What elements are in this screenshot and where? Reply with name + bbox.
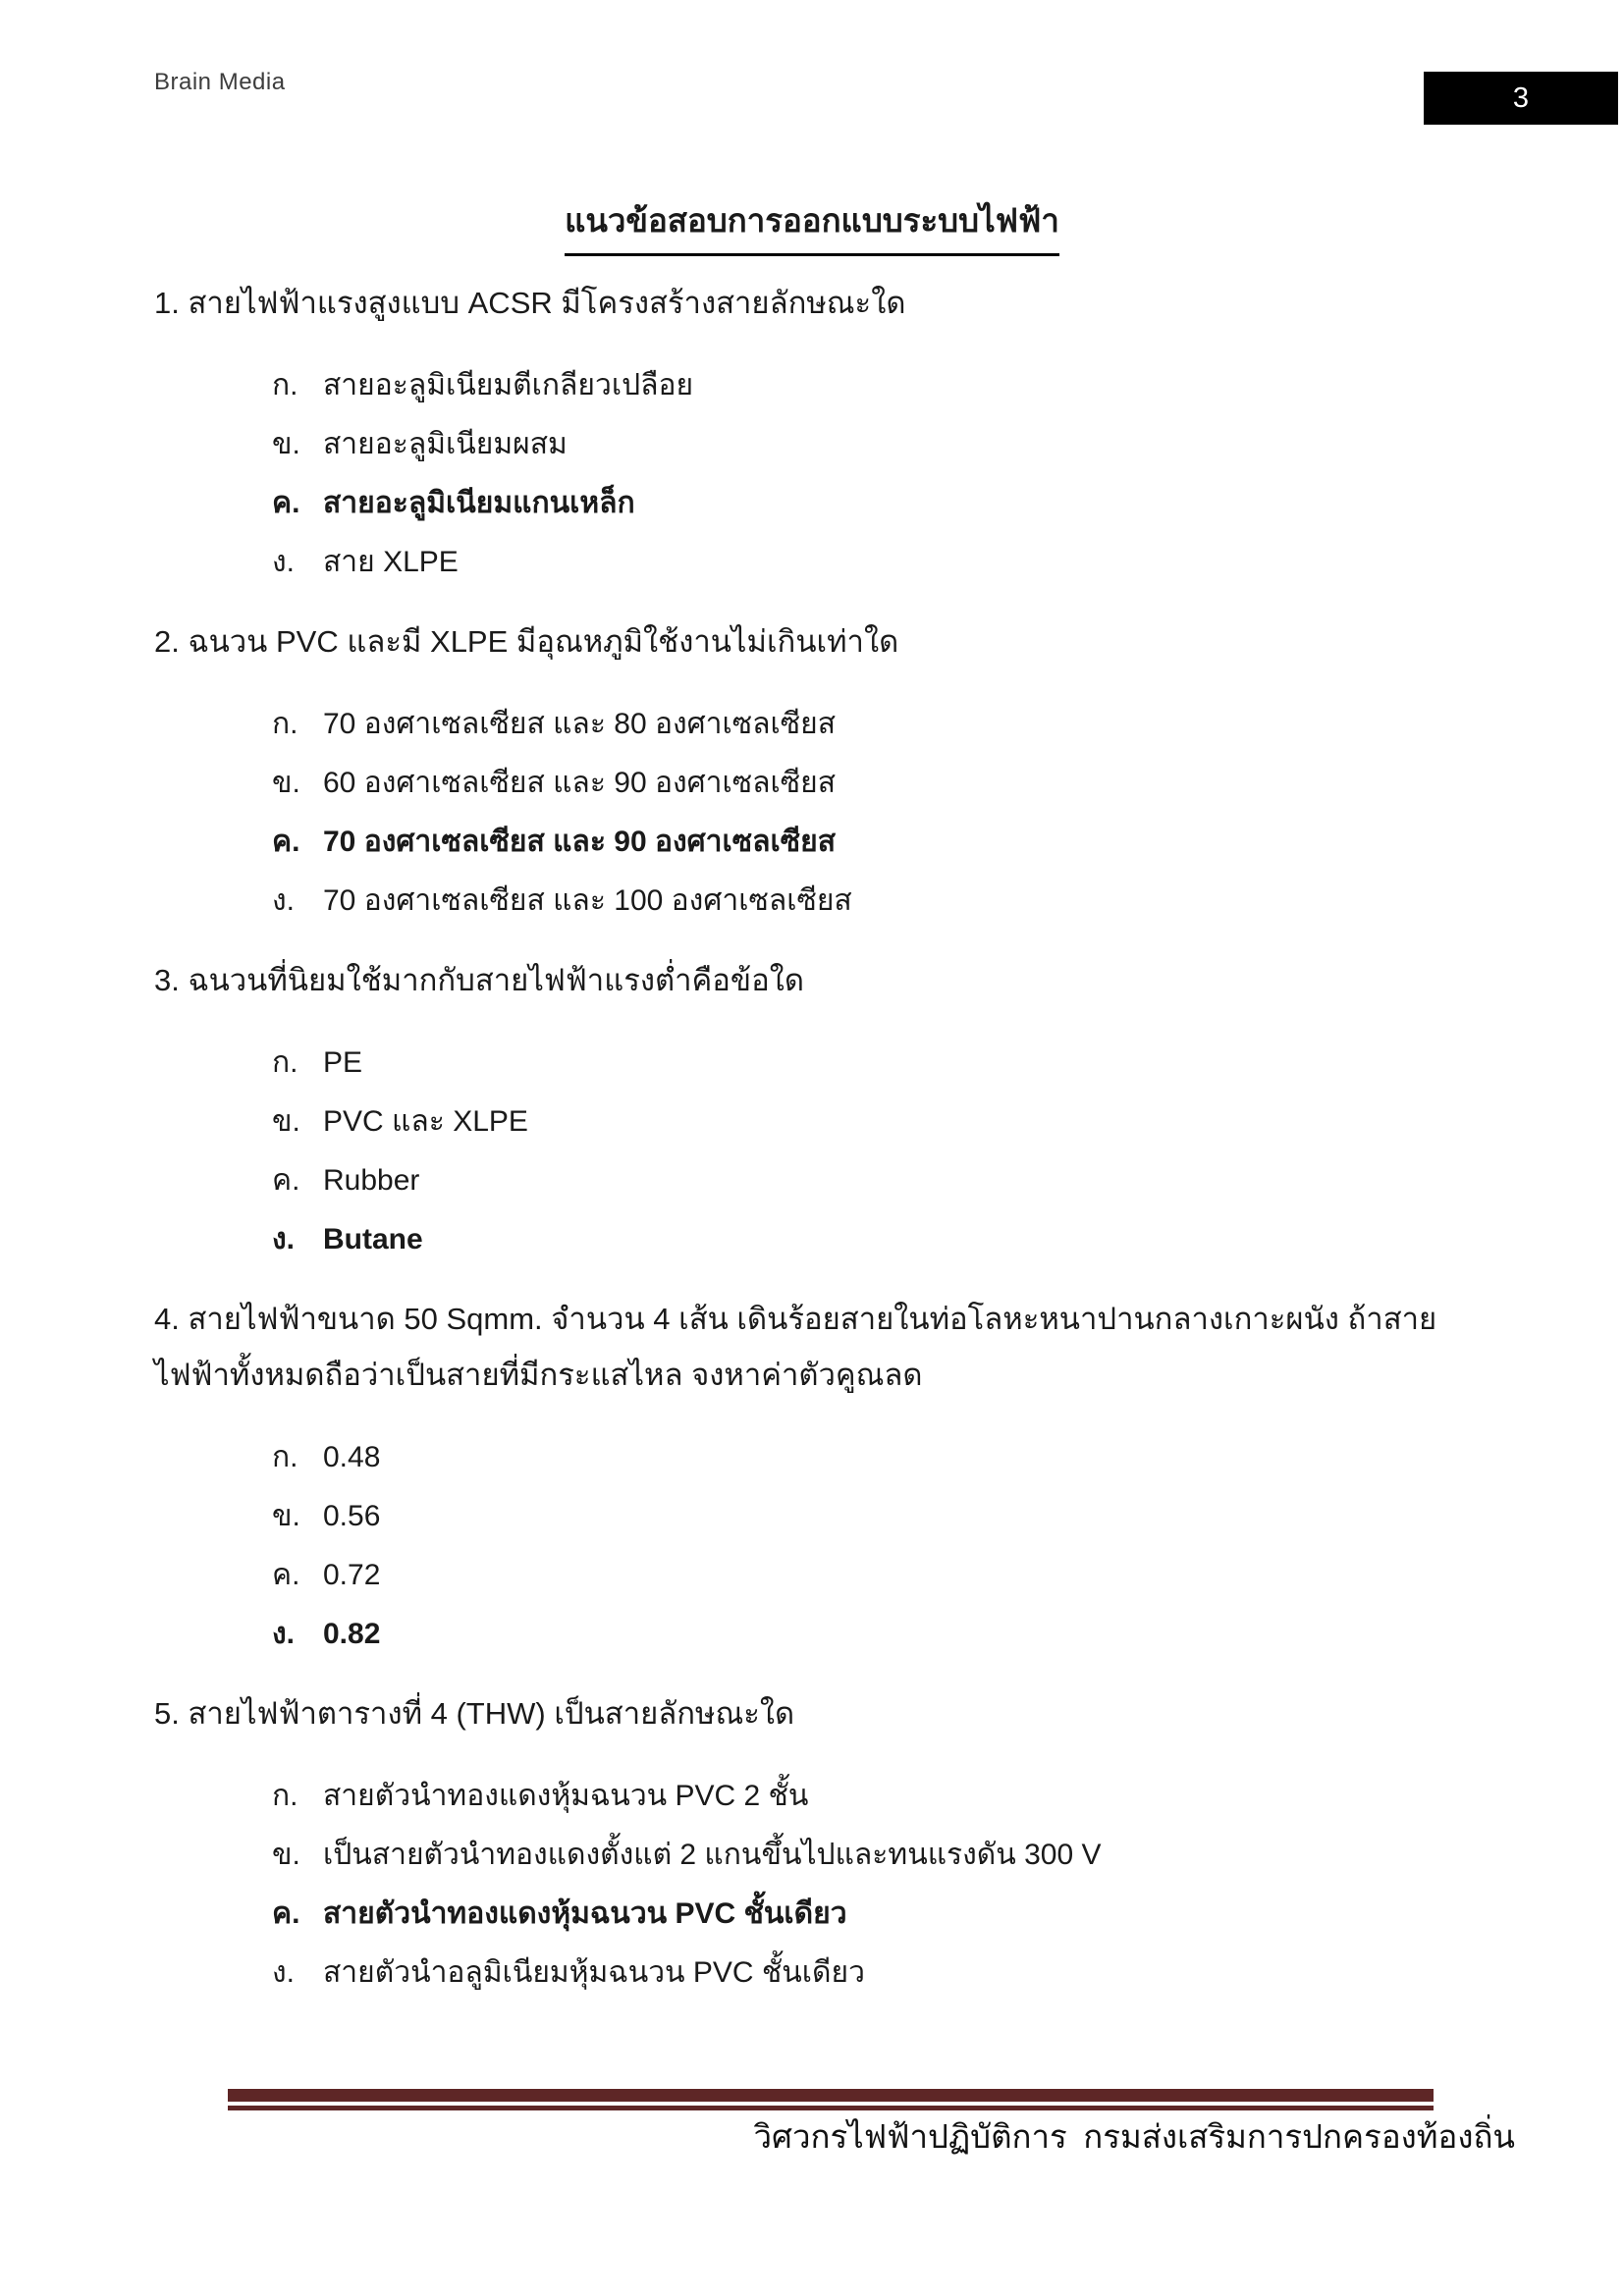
choice-text: Rubber <box>323 1164 420 1197</box>
question-text: 4. สายไฟฟ้าขนาด 50 Sqmm. จำนวน 4 เส้น เดินร้อยสายในท่อโลหะหนาปานกลางเกาะผนัง ถ้าสายไฟฟ้าทั้งหมดถือว่าเป็นสายที่มีกระแสไหล จงหาค่าตัวคูณลด <box>154 1302 1437 1392</box>
page-number: 3 <box>1512 81 1530 114</box>
choice-letter: ง. <box>272 1618 295 1650</box>
choice-text: สายตัวนำทองแดงหุ้มฉนวน PVC ชั้นเดียว <box>323 1897 847 1930</box>
question-text: 3. ฉนวนที่นิยมใช้มากกับสายไฟฟ้าแรงต่ำคือข้อใด <box>154 963 804 997</box>
choice-letter: ก. <box>272 708 298 740</box>
choice-text: 0.56 <box>323 1500 381 1532</box>
choice-letter: ก. <box>272 1780 298 1812</box>
footer-credit: วิศวกรไฟฟ้าปฏิบัติการ กรมส่งเสริมการปกครองท้องถิ่น <box>753 2120 1515 2156</box>
choice-text: สายอะลูมิเนียมผสม <box>323 428 568 460</box>
choice-letter: ง. <box>272 884 295 917</box>
questions <box>154 275 1480 2024</box>
choice-list <box>154 356 1480 592</box>
question-block <box>154 614 1480 931</box>
choice-text: สายอะลูมิเนียมแกนเหล็ก <box>323 487 635 519</box>
choice-row <box>154 1767 1480 1826</box>
choice-row <box>154 533 1480 592</box>
choice-letter: ก. <box>272 1046 298 1079</box>
choice-list <box>154 695 1480 931</box>
page-number-box <box>1424 72 1618 125</box>
choice-row <box>154 695 1480 754</box>
choice-row <box>154 1093 1480 1151</box>
choice-text: 0.48 <box>323 1441 381 1473</box>
choice-letter: ง. <box>272 1956 295 1989</box>
choice-text: 70 องศาเซลเซียส และ 90 องศาเซลเซียส <box>323 826 837 858</box>
choice-letter: ข. <box>272 1105 300 1138</box>
choice-row <box>154 1546 1480 1605</box>
choice-text: สายตัวนำทองแดงหุ้มฉนวน PVC 2 ชั้น <box>323 1780 809 1812</box>
choice-list <box>154 1428 1480 1664</box>
choice-letter: ก. <box>272 1441 298 1473</box>
choice-row <box>154 415 1480 474</box>
choice-row-answer <box>154 813 1480 872</box>
choice-row <box>154 356 1480 415</box>
choice-row-answer <box>154 1210 1480 1269</box>
choice-row <box>154 1151 1480 1210</box>
choice-letter: ง. <box>272 1223 295 1255</box>
choice-text: สายอะลูมิเนียมตีเกลียวเปลือย <box>323 369 694 401</box>
choice-letter: ข. <box>272 767 300 799</box>
choice-letter: ข. <box>272 428 300 460</box>
choice-letter: ง. <box>272 546 295 578</box>
choice-text: 60 องศาเซลเซียส และ 90 องศาเซลเซียส <box>323 767 837 799</box>
question-text: 1. สายไฟฟ้าแรงสูงแบบ ACSR มีโครงสร้างสายลักษณะใด <box>154 286 906 320</box>
choice-letter: ก. <box>272 369 298 401</box>
choice-text: 0.82 <box>323 1618 381 1650</box>
choice-list <box>154 1034 1480 1269</box>
question-block <box>154 952 1480 1269</box>
question-text: 5. สายไฟฟ้าตารางที่ 4 (THW) เป็นสายลักษณะใด <box>154 1696 795 1731</box>
footer-divider-thick-bar <box>228 2089 1434 2102</box>
page-title-text: แนวข้อสอบการออกแบบระบบไฟฟ้า <box>565 194 1059 256</box>
choice-row <box>154 754 1480 813</box>
choice-row <box>154 1428 1480 1487</box>
choice-text: 70 องศาเซลเซียส และ 100 องศาเซลเซียส <box>323 884 852 917</box>
choice-text: 0.72 <box>323 1559 381 1591</box>
choice-letter: ค. <box>272 487 300 519</box>
choice-letter: ค. <box>272 826 300 858</box>
choice-text: PE <box>323 1046 363 1079</box>
choice-text: Butane <box>323 1223 423 1255</box>
choice-text: เป็นสายตัวนำทองแดงตั้งแต่ 2 แกนขึ้นไปและทนแรงดัน 300 V <box>323 1839 1102 1871</box>
choice-letter: ข. <box>272 1500 300 1532</box>
choice-text: 70 องศาเซลเซียส และ 80 องศาเซลเซียส <box>323 708 837 740</box>
choice-list <box>154 1767 1480 2002</box>
choice-row <box>154 872 1480 931</box>
choice-row-answer <box>154 1885 1480 1944</box>
choice-text: สายตัวนำอลูมิเนียมหุ้มฉนวน PVC ชั้นเดียว <box>323 1956 865 1989</box>
choice-row-answer <box>154 1605 1480 1664</box>
choice-text: PVC และ XLPE <box>323 1105 528 1138</box>
choice-letter: ค. <box>272 1559 300 1591</box>
page-title <box>0 194 1624 256</box>
footer-divider <box>228 2089 1434 2110</box>
choice-row-answer <box>154 474 1480 533</box>
question-block <box>154 1685 1480 2002</box>
choice-letter: ค. <box>272 1897 300 1930</box>
choice-letter: ค. <box>272 1164 300 1197</box>
choice-text: สาย XLPE <box>323 546 459 578</box>
choice-letter: ข. <box>272 1839 300 1871</box>
choice-row <box>154 1826 1480 1885</box>
choice-row <box>154 1487 1480 1546</box>
question-block <box>154 275 1480 592</box>
question-text: 2. ฉนวน PVC และมี XLPE มีอุณหภูมิใช้งานไม่เกินเท่าใด <box>154 624 899 659</box>
choice-row <box>154 1034 1480 1093</box>
choice-row <box>154 1944 1480 2002</box>
question-block <box>154 1291 1480 1664</box>
brand-label: Brain Media <box>154 69 286 95</box>
